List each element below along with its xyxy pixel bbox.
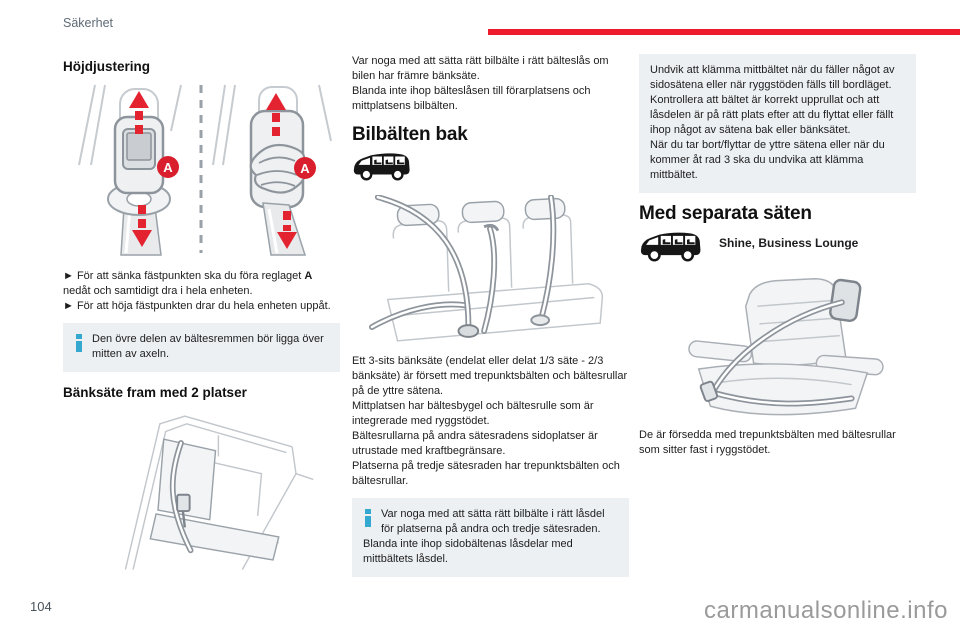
para-force-limiter: Bältesrullarna på andra sätesradens sidoplatser är utrustade med kraftbegränsare. [352, 430, 598, 457]
section-heading-front-bench: Bänksäte fram med 2 platser [63, 385, 247, 400]
front-bench-seat-svg [89, 405, 319, 573]
column-right [639, 54, 916, 458]
van-variant-icon-wrap [352, 149, 629, 187]
column-middle [352, 54, 629, 587]
info-text: Kontrollera att bältet är korrekt upprullat och att låsdelen är på rätt plats efter att du flyttat eller fällt ihop något av sätena bak eller bänksätet. [650, 94, 894, 136]
info-text: Undvik att klämma mittbältet när du fäller något av sidosätena eller när ryggstöden fälls till bordläget. [650, 64, 895, 91]
separate-seat-belt-illustration [659, 267, 916, 424]
para-correct-buckle-front: Var noga med att sätta rätt bilbälte i rätt bälteslås om bilen har främre bänksäte. [352, 55, 609, 82]
page-number: 104 [30, 599, 52, 614]
bullet-lower-anchor: ► För att sänka fästpunkten ska du föra reglaget A nedåt och samtidigt dra i hela enheten. [63, 270, 313, 297]
header-red-rule [488, 29, 960, 35]
minivan-silhouette-icon [352, 149, 412, 182]
belt-height-adjuster-svg [63, 79, 340, 259]
belt-guide-headrest [829, 279, 861, 322]
info-text: Den övre delen av bältesremmen bör ligga över mitten av axeln. [92, 333, 324, 360]
svg-text:A: A [300, 161, 310, 176]
info-box-rear-buckles [352, 498, 629, 577]
adjuster-left [108, 89, 179, 255]
para-separate-seats-belts: De är försedda med trepunktsbälten med bältesrullar som sitter fast i ryggstödet. [639, 429, 896, 456]
para-middle-seat: Mittplatsen har bältesbygel och bältesrulle som är integrerade med ryggstödet. [352, 400, 594, 427]
trim-level-label: Shine, Business Lounge [719, 236, 859, 250]
para-dont-mix-front: Blanda inte ihop bälteslåsen till förarplatsens och mittplatsens bilbälten. [352, 85, 591, 112]
adjuster-right-with-hand [251, 87, 316, 255]
column-left [63, 59, 340, 578]
front-bench-seat-illustration [89, 405, 340, 578]
watermark-site-name: carmanualsonline.info [704, 597, 948, 624]
rear-bench-belts-svg [368, 195, 612, 343]
section-heading-height-adjust: Höjdjustering [63, 59, 150, 74]
rear-bench-belts-illustration [368, 195, 629, 348]
info-text: Var noga med att sätta rätt bilbälte i rätt låsdel för platserna på andra och tredje sätesraden. [381, 508, 605, 535]
bullet-raise-anchor: ► För att höja fästpunkten drar du hela enheten uppåt. [63, 300, 331, 312]
chapter-title: Säkerhet [63, 16, 114, 30]
belt-buckle [177, 495, 189, 511]
info-i-icon [76, 334, 82, 352]
info-box-shoulder-belt [63, 323, 340, 372]
van-variant-row [639, 228, 916, 263]
info-text: När du tar bort/flyttar de yttre sätena eller när du kommer åt rad 3 ska du undvika att klämma mittbältet. [650, 139, 885, 181]
info-text: Blanda inte ihop sidobältenas låsdelar med mittbältets låsdel. [363, 538, 573, 565]
info-i-icon [365, 509, 371, 527]
headrests [397, 198, 565, 226]
label-a-badge [157, 156, 179, 178]
section-heading-separate-seats: Med separata säten [639, 203, 812, 224]
svg-text:A: A [163, 160, 173, 175]
minivan-silhouette-icon [639, 228, 703, 263]
separate-seat-belt-svg [659, 267, 905, 419]
para-third-row: Platserna på tredje sätesraden har trepunktsbälten och bältesrullar. [352, 460, 620, 487]
seat-cushion [150, 514, 278, 560]
para-bench-3-seats: Ett 3-sits bänksäte (endelat eller delat 1/3 säte - 2/3 bänksäte) är försett med trepunktsbälten och bältesrullar på de yttre sätena. [352, 355, 628, 397]
label-a-badge [294, 157, 316, 179]
belt-height-adjuster-illustration [63, 79, 340, 264]
section-heading-rear-belts: Bilbälten bak [352, 124, 468, 145]
info-box-avoid-pinching [639, 54, 916, 193]
